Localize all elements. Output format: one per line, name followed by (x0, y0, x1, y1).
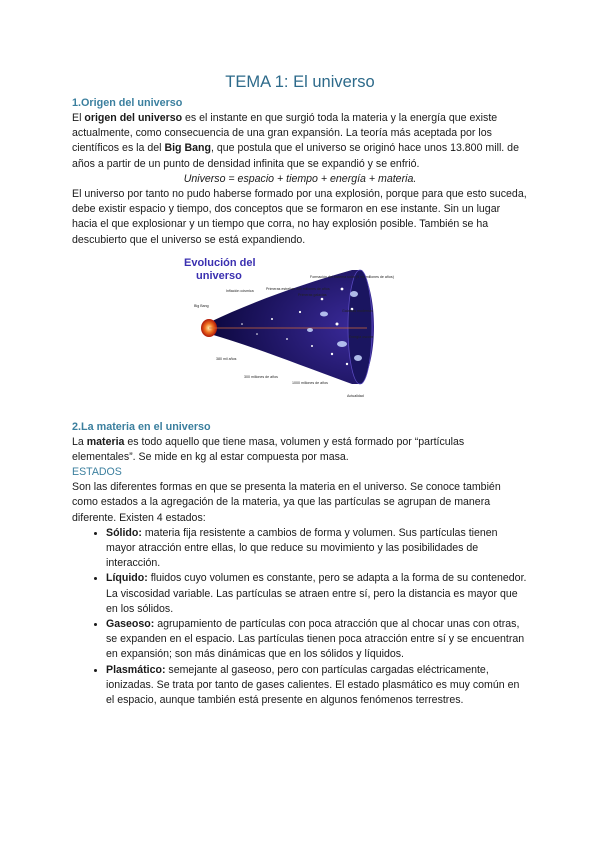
label-first-galaxies: Primeras galaxias (298, 292, 327, 297)
label-300m-years: 300 millones de años (244, 374, 278, 379)
states-list (72, 526, 528, 708)
universe-evolution-figure (182, 254, 394, 402)
state-description: agrupamiento de partículas con poca atracción que al chocar unas con otras, se expanden en el espacio. Las partículas tienen poca atracción entre sí y se encuentran en expansión; son más dinámicas que en los sólidos y líquidos. (106, 618, 525, 661)
universe-evolution-illustration (182, 254, 394, 402)
bold-term: Big Bang (164, 142, 211, 155)
state-item-solid (106, 526, 528, 572)
bold-term: materia (86, 435, 125, 448)
text-run: El (72, 112, 85, 124)
state-description: materia fija resistente a cambios de forma y volumen. Sus partículas tienen mayor atracción entre ellas, lo que reduce su movimiento y las posibilidades de interacción. (106, 526, 498, 570)
figure-title-line2: universo (196, 269, 242, 282)
text-run: La (72, 435, 87, 448)
label-big-bang: Big Bang (194, 303, 209, 308)
text-run: , que postula que el universo se originó hace unos 13.800 mill. de años a partir de un punto de densidad infinita que se expandió y se enfrió. (72, 142, 519, 170)
state-name: Gaseoso: (106, 618, 155, 631)
paragraph-origin (72, 111, 528, 172)
state-item-liquid (106, 571, 528, 617)
document-page (72, 72, 528, 708)
label-dark-energy: Energía oscura (348, 334, 373, 339)
text-run: es el instante en que surgió toda la materia y la energía que existe actualmente, como consecuencia de una gran expansión. La teoría más aceptada por los científicos es la del (72, 112, 498, 155)
state-description: semejante al gaseoso, pero con partículas cargadas eléctricamente, ionizadas. Se trata por tanto de gases calientes. El estado plasmático es muy común en el espacio, aunque también está presente en algunos fenómenos terrestres. (106, 663, 520, 707)
section-heading-matter: 2.La materia en el universo (72, 420, 211, 433)
paragraph-expansion: El universo por tanto no pudo haberse formado por una explosión, porque para que esto suceda, debe existir espacio y tiempo, dos conceptos que se formaron en ese instante. Sin un lugar hacia el que explosionar y un tiempo que corra, no hay explosión posible. También se ha descubierto que el universo se está expandiendo. (72, 188, 527, 246)
state-item-gas (106, 617, 528, 663)
state-description: fluidos cuyo volumen es constante, pero se adapta a la forma de su contenedor. La viscosidad variable. Las partículas se atraen entre sí, pero la distancia es mayor que en los sólidos. (106, 572, 527, 615)
state-name: Sólido: (106, 526, 142, 539)
subheading-states: ESTADOS (72, 466, 122, 479)
page-title: TEMA 1: El universo (225, 73, 375, 91)
state-name: Plasmático: (106, 663, 166, 676)
paragraph-matter (72, 435, 528, 465)
label-380k-years: 380 mil años (216, 356, 237, 361)
label-1000m-years: 1000 millones de años (292, 380, 328, 385)
universe-formula: Universo = espacio + tiempo + energía + materia. (183, 172, 417, 185)
figure-title-line1: Evolución del (184, 256, 256, 269)
paragraph-states-intro: Son las diferentes formas en que se presenta la materia en el universo. Se conoce también como estados a la agregación de la materia, ya que las partículas se agrupan de manera diferente. Existen 4 estados: (72, 481, 501, 524)
label-solar-system: Formación del sistema solar (9 mil millones de años) (310, 274, 394, 279)
cone-mouth (348, 270, 372, 384)
state-item-plasma (106, 663, 528, 709)
label-inflation: Inflación cósmica (226, 288, 254, 293)
label-present: Actualidad (347, 393, 364, 398)
label-first-stars: Primeras estrellas 400 millones de años (266, 286, 330, 291)
bold-term: origen del universo (84, 112, 183, 124)
text-run: es todo aquello que tiene masa, volumen y está formado por “partículas elementales”. Se mide en kg al estar compuesta por masa. (72, 435, 465, 464)
section-heading-origin: 1.Origen del universo (72, 97, 183, 109)
state-name: Líquido: (106, 572, 148, 585)
label-modern-galaxies: Galaxias modernas (342, 308, 373, 313)
